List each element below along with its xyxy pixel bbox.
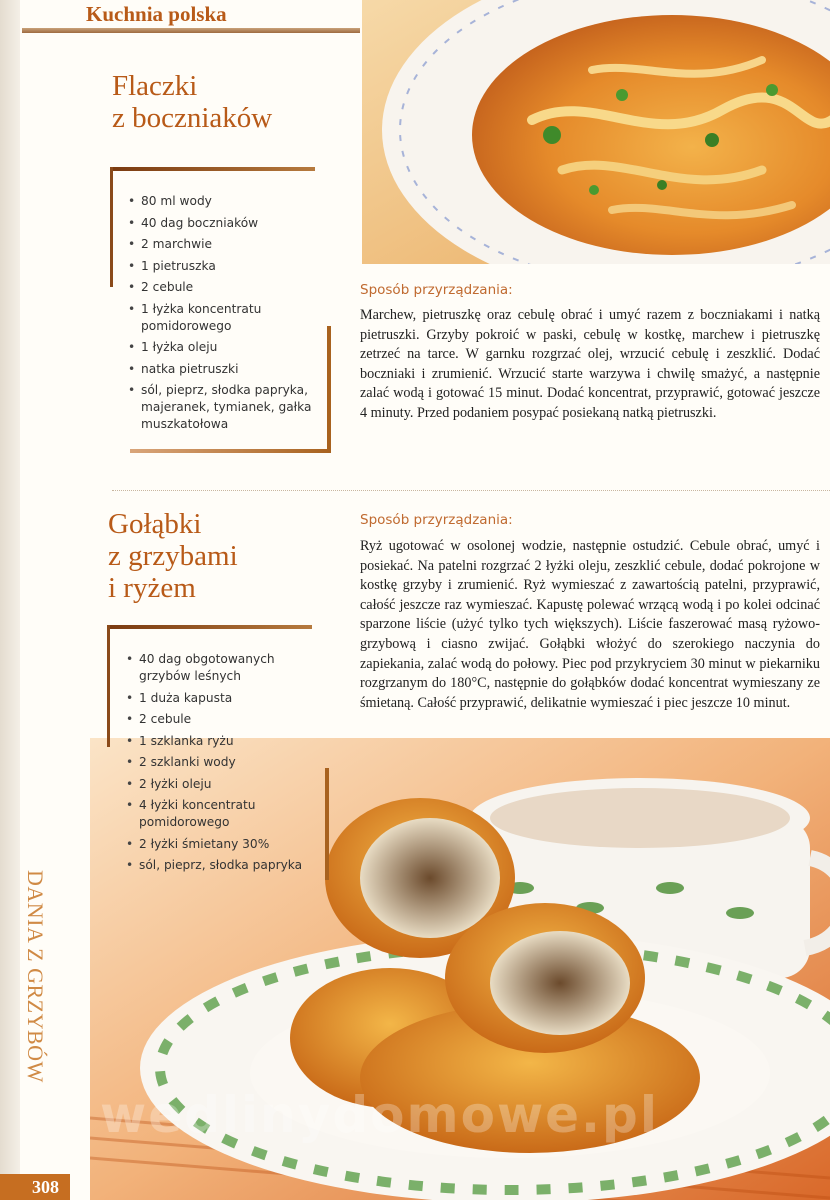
ingredients-bracket-bottom — [130, 449, 331, 453]
ingredient-item: • 1 szklanka ryżu — [125, 733, 320, 750]
recipe-1-method-text: Marchew, pietruszkę oraz cebulę obrać i umyć razem z boczniakami i natką pietruszki. Grzyby pokroić w paski, cebulę w kostkę, marchew i pietruszkę zetrzeć na tarce. W garnku rozgrzać olej, wrzucić cebulę i zeszklić. Dodać boczniaki i zrumienić. Wrzucić starte warzywa i chwilę smażyć, a następnie zalać wodą i gotować 15 minut. Dodać koncentrat, przyprawić, gotować jeszcze 4 minuty. Przed podaniem posypać posiekaną natką pietruszki. — [360, 307, 820, 421]
ingredient-item: • 80 ml wody — [127, 193, 322, 210]
chapter-side-label — [23, 870, 68, 1170]
ingredient-item: • 2 szklanki wody — [125, 754, 320, 771]
recipe-1-method-title: Sposób przyrządzania: — [360, 282, 513, 298]
ingredients-bracket-top — [110, 167, 315, 171]
chapter-side-label-text: DANIA Z GRZYBÓW — [23, 870, 48, 1083]
ingredients-bracket-right — [325, 768, 329, 880]
ingredient-item: • 2 cebule — [127, 279, 322, 296]
recipe-2-method-title: Sposób przyrządzania: — [360, 512, 513, 528]
ingredient-item: • 2 łyżki śmietany 30% — [125, 836, 320, 853]
ingredients-bracket-left — [107, 625, 110, 747]
recipe-1-title-line: z boczniaków — [112, 102, 273, 134]
ingredients-bracket-top — [107, 625, 312, 629]
ingredient-item: • 2 cebule — [125, 711, 320, 728]
ingredient-item: • 40 dag obgotowanych grzybów leśnych — [125, 651, 320, 685]
recipe-1-ingredients — [127, 193, 322, 438]
ingredients-bracket-left — [110, 167, 113, 287]
ingredient-item: • sól, pieprz, słodka papryka, majeranek, tymianek, gałka muszkatołowa — [127, 382, 322, 433]
ingredient-item: • 1 pietruszka — [127, 258, 322, 275]
ingredient-item: • 1 duża kapusta — [125, 690, 320, 707]
ingredient-item: • 4 łyżki koncentratu pomidorowego — [125, 797, 320, 831]
ingredient-item: • 2 łyżki oleju — [125, 776, 320, 793]
recipe-2-ingredients — [125, 651, 320, 879]
ingredient-item: • 1 łyżka oleju — [127, 339, 322, 356]
ingredient-item: • natka pietruszki — [127, 361, 322, 378]
soup-photo-graphic — [362, 0, 830, 264]
ingredients-bracket-right — [327, 326, 331, 450]
ingredient-item: • sól, pieprz, słodka papryka — [125, 857, 320, 874]
recipe-2-title-line: z grzybami — [108, 540, 238, 572]
soup-photo — [362, 0, 830, 264]
recipe-1-title-line: Flaczki — [112, 70, 198, 102]
ingredient-item: • 1 łyżka koncentratu pomidorowego — [127, 301, 322, 335]
section-header: Kuchnia polska — [86, 2, 227, 26]
watermark: wedlinydomowe.pl — [100, 1086, 659, 1144]
recipe-2-title-line: Gołąbki — [108, 508, 202, 540]
recipe-1-title — [112, 70, 272, 134]
recipe-2-title-line: i ryżem — [108, 572, 196, 604]
page-number: 308 — [0, 1174, 70, 1200]
recipe-divider — [112, 490, 830, 491]
ingredient-item: • 40 dag boczniaków — [127, 215, 322, 232]
recipe-2-method-text: Ryż ugotować w osolonej wodzie, następnie ostudzić. Cebule obrać, umyć i posiekać. Na patelni rozgrzać 2 łyżki oleju, zeszklić cebule, dodać pokrojone w kostkę grzyby i zrumienić. Ryż wymieszać z zawartością patelni, przyprawić, całość jeszcze raz wymieszać. Kapustę polewać wrzącą wodą i po kolei odcinać sparzone liście (użyć tylko tych większych). Liście faszerować masą ryżowo-grzybową i ciasno zwijać. Gołąbki włożyć do szerokiego naczynia do zapiekania, zalać wodą do połowy. Piec pod przykryciem 30 minut w piekarniku rozgrzanym do 180°C, następnie do gołąbków dodać koncentrat wymieszany ze śmietaną. Całość przyprawić, delikatnie wymieszać i piec jeszcze 10 minut. — [360, 538, 820, 711]
header-rule — [22, 28, 360, 33]
ingredient-item: • 2 marchwie — [127, 236, 322, 253]
page-gutter — [0, 0, 20, 1200]
recipe-2-title — [108, 508, 238, 604]
